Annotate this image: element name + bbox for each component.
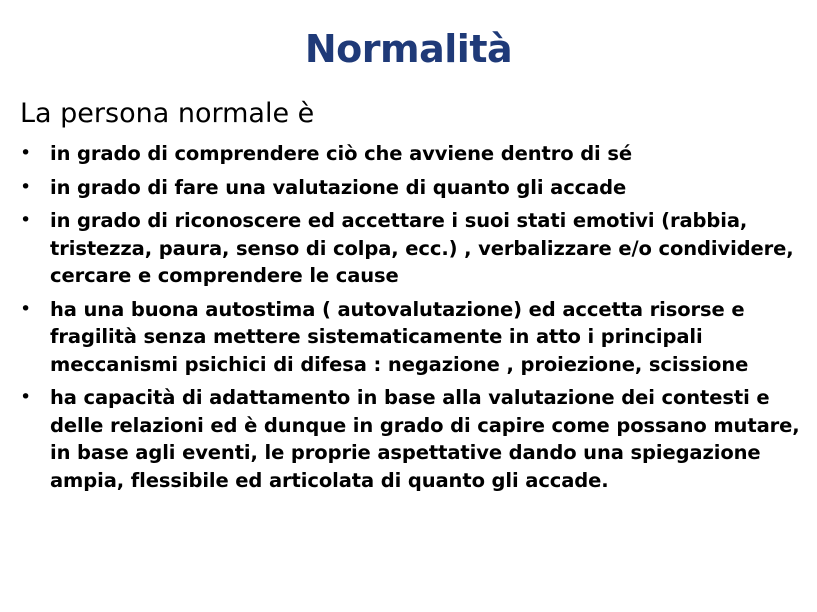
- bullet-icon: •: [20, 142, 32, 164]
- slide-title: Normalità: [304, 27, 513, 71]
- bullet-text: in grado di fare una valutazione di quanto gli accade: [50, 175, 627, 199]
- bullet-item: [20, 207, 800, 290]
- bullet-icon: •: [20, 209, 32, 231]
- slide-intro: La persona normale è: [20, 98, 315, 129]
- bullet-item: [20, 140, 800, 168]
- bullet-text: in grado di comprendere ciò che avviene dentro di sé: [50, 142, 632, 165]
- bullet-item: [20, 384, 800, 494]
- bullet-text: in grado di riconoscere ed accettare i suoi stati emotivi (rabbia, tristezza, paura, senso di colpa, ecc.) , verbalizzare e/o condividere, cercare e comprendere le cause: [50, 209, 794, 287]
- bullet-item: [20, 174, 800, 202]
- bullet-list: [20, 140, 800, 500]
- bullet-text: ha capacità di adattamento in base alla valutazione dei contesti e delle relazioni ed è dunque in grado di capire come possano mutare, in base agli eventi, le proprie aspettative dando una spiegazione ampia, flessibile ed articolata di quanto gli accade.: [50, 386, 800, 492]
- bullet-icon: •: [20, 386, 32, 408]
- bullet-icon: •: [20, 297, 32, 320]
- bullet-item: [20, 296, 800, 379]
- bullet-icon: •: [20, 175, 32, 198]
- bullet-text: ha una buona autostima ( autovalutazione) ed accetta risorse e fragilità senza mettere sistematicamente in atto i principali meccanismi psichici di difesa : negazione , proiezione, scissione: [50, 297, 749, 376]
